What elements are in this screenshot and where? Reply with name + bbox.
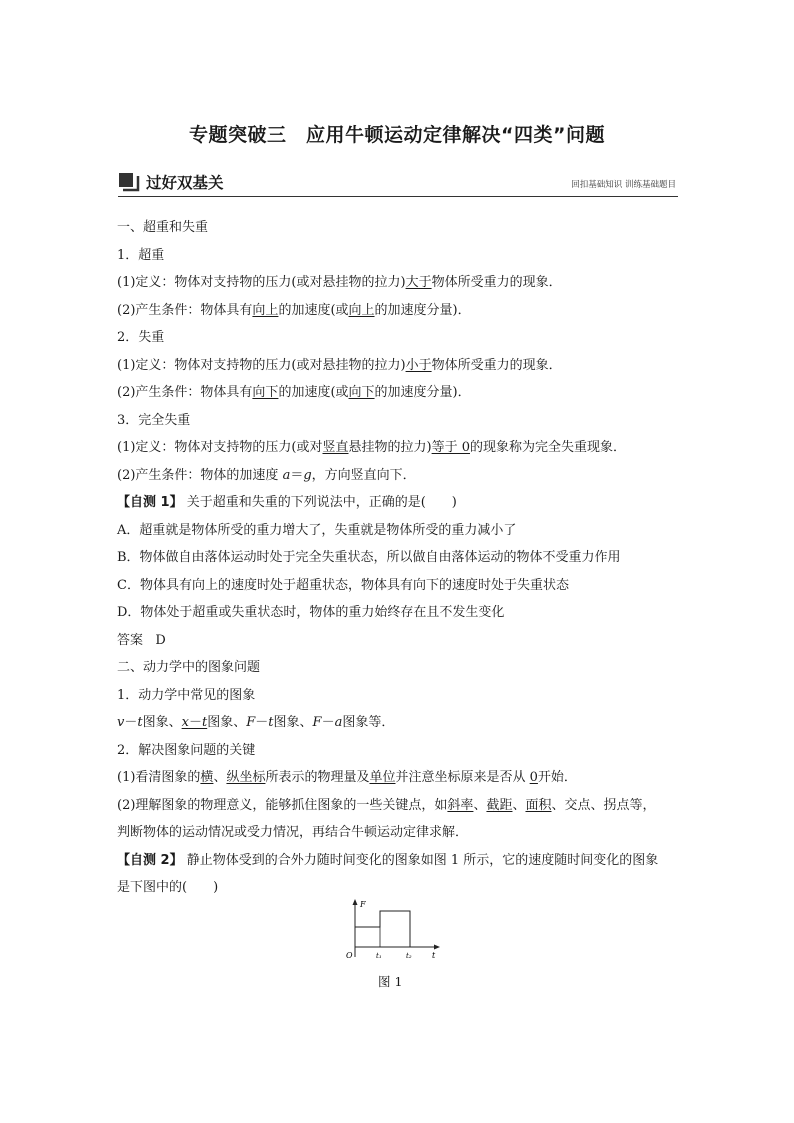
banner-title: 过好双基关 [146, 174, 224, 192]
text: 图象、 [207, 715, 247, 730]
overweight-condition [117, 297, 683, 325]
question-2-stem-cont: 是下图中的( ) [117, 880, 219, 895]
math-var: a [282, 467, 291, 483]
question-1-option-c: C．物体具有向上的速度时处于超重状态，物体具有向下的速度时处于失重状态 [117, 577, 569, 593]
text: 的加速度分量)． [374, 385, 471, 400]
underlined-term: 向上 [348, 302, 375, 318]
section-heading-1: 一、超重和失重 [117, 220, 209, 235]
text: (2)理解图象的物理意义，能够抓住图象的一些关键点，如 [117, 797, 448, 813]
text: 物体所受重力的现象． [431, 357, 562, 373]
text: 图象、 [273, 715, 313, 730]
text: 悬挂物的拉力) [348, 440, 432, 455]
math-var: v [117, 715, 125, 730]
underlined-term: 小于 [405, 357, 432, 373]
math-var: t [201, 715, 208, 730]
page-title: 专题突破三 应用牛顿运动定律解决“四类”问题 [189, 124, 605, 146]
underlined-term: 面积 [525, 797, 552, 813]
question-tag: 【自测 1】 [117, 495, 183, 510]
text: 图象等． [342, 715, 395, 730]
weightless-condition [117, 379, 683, 407]
math-var: a [334, 715, 343, 730]
y-axis-arrow [353, 899, 358, 905]
section-heading-2: 二、动力学中的图象问题 [117, 660, 261, 675]
text: 的加速度(或 [278, 302, 349, 318]
text: ，方向竖直向下． [311, 467, 416, 483]
answer-value: D [155, 632, 166, 648]
axis-label-f: F [360, 900, 366, 909]
text: (1)定义：物体对支持物的压力(或对悬挂物的拉力) [117, 275, 406, 290]
origin-label: O [346, 951, 353, 960]
text: ＝ [290, 467, 304, 483]
text: 关于超重和失重的下列说法中，正确的是( ) [186, 495, 457, 510]
text: 的加速度分量)． [374, 302, 471, 318]
key-point-1 [117, 764, 683, 792]
text: (1)定义：物体对支持物的压力(或对悬挂物的拉力) [117, 357, 406, 373]
underlined-term: 竖直 [322, 440, 349, 455]
banner-subtitle: 回扣基础知识 训练基础题目 [571, 180, 676, 190]
text: 、交点、拐点等， [551, 797, 656, 813]
question-1-stem [117, 489, 683, 517]
figure-caption: 图 1 [378, 974, 403, 989]
text: 、 [473, 797, 487, 813]
weightless-definition [117, 352, 683, 380]
text: (1)看清图象的 [117, 770, 201, 785]
main-content [117, 214, 683, 902]
answer-label: 答案 [117, 632, 144, 648]
question-1-answer [117, 627, 683, 655]
underlined-term: 向下 [252, 385, 279, 400]
tick-t2: t₂ [406, 952, 412, 960]
force-curve [355, 911, 410, 947]
math-var: F [312, 715, 322, 730]
underlined-term: 纵坐标 [226, 770, 266, 785]
underlined-term: 大于 [405, 275, 432, 290]
tick-t1: t₁ [376, 952, 382, 960]
axis-label-t: t [432, 951, 436, 960]
square-bracket-icon [118, 172, 140, 192]
question-2-stem [117, 847, 683, 875]
underlined-term: 向下 [348, 385, 375, 400]
subheading-key-points: 2．解决图象问题的关键 [117, 742, 256, 758]
graph-types: v－t图象、x－t图象、F－t图象、F－a图象等． [117, 715, 395, 730]
math-var: t [137, 715, 143, 730]
subheading-complete-weightless: 3．完全失重 [117, 412, 191, 428]
underlined-term: 0 [529, 770, 538, 785]
text: 图象、 [142, 715, 182, 730]
text: － [124, 715, 138, 730]
key-point-2 [117, 792, 683, 820]
key-point-2-cont: 判断物体的运动情况或受力情况，再结合牛顿运动定律求解． [117, 825, 469, 840]
text: 物体所受重力的现象． [431, 275, 562, 290]
underlined-term: 向上 [252, 302, 279, 318]
question-tag: 【自测 2】 [117, 852, 183, 868]
subheading-overweight: 1．超重 [117, 247, 165, 263]
text: 的现象称为完全失重现象． [470, 440, 627, 455]
text: (2)产生条件：物体的加速度 [117, 467, 283, 483]
math-var: t [268, 715, 274, 730]
underlined-term: 截距 [486, 797, 513, 813]
underlined-term: 单位 [369, 770, 396, 785]
text: 、 [512, 797, 526, 813]
text: 开始． [537, 770, 577, 785]
text: 的加速度(或 [278, 385, 349, 400]
subheading-graphs: 1．动力学中常见的图象 [117, 687, 256, 703]
text: 所表示的物理量及 [265, 770, 370, 785]
text: 、 [213, 770, 227, 785]
text: (2)产生条件：物体具有 [117, 302, 253, 318]
underlined-term: 等于 0 [431, 440, 470, 455]
text: 并注意坐标原来是否从 [395, 770, 530, 785]
text: (2)产生条件：物体具有 [117, 385, 253, 400]
complete-weightless-definition: (1)定义：物体对支持物的压力(或对竖直悬挂物的拉力)等于 0的现象称为完全失重现象． [117, 440, 627, 455]
question-1-option-a: A．超重就是物体所受的重力增大了，失重就是物体所受的重力减小了 [117, 522, 517, 538]
subheading-weightless: 2．失重 [117, 330, 165, 345]
math-var: F [246, 715, 256, 730]
section-banner [118, 170, 678, 197]
overweight-definition [117, 269, 683, 297]
underlined-term: 横 [200, 770, 214, 785]
question-1-option-b: B．物体做自由落体运动时处于完全失重状态，所以做自由落体运动的物体不受重力作用 [117, 550, 621, 565]
question-1-option-d: D．物体处于超重或失重状态时，物体的重力始终存在且不发生变化 [117, 605, 505, 620]
x-axis-arrow [434, 945, 440, 950]
complete-weightless-condition [117, 462, 683, 490]
underlined-term: 斜率 [447, 797, 474, 813]
math-var: x [181, 715, 189, 730]
text: 静止物体受到的合外力随时间变化的图象如图 1 所示，它的速度随时间变化的图象 [186, 852, 659, 868]
math-var: g [303, 467, 312, 483]
